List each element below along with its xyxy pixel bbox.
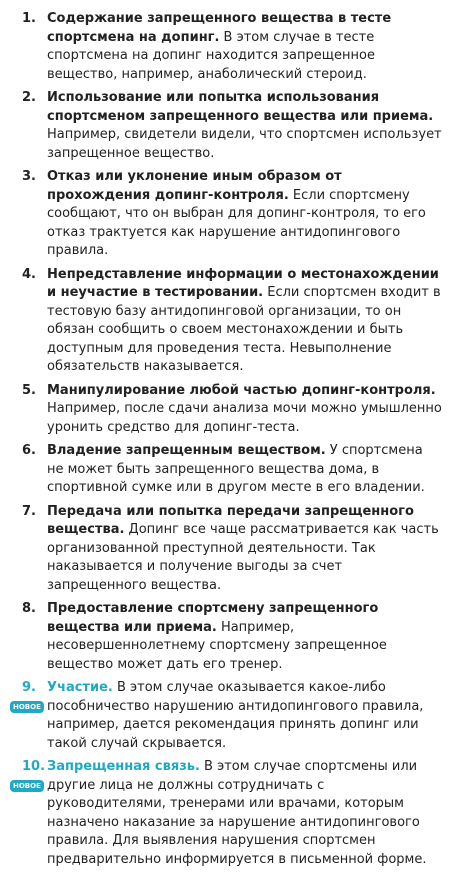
list-item-7 bbox=[0, 503, 452, 596]
item-text bbox=[47, 168, 442, 261]
item-number: 4. bbox=[22, 266, 36, 282]
item-body: У спортсмена не может быть запрещенного вещества дома, в спортивной сумке или в другом месте в его владении. bbox=[47, 443, 425, 495]
new-badge: НОВОЕ bbox=[10, 780, 44, 792]
item-body: В этом случае спортсмены или другие лица не должны сотрудничать с руководителями, тренерами или врачами, которым назначено наказание за нарушение антидопингового правила. Для выявления нарушения спортсмен предварительно информируется в письменной форме. bbox=[47, 759, 427, 867]
item-text bbox=[47, 503, 442, 596]
item-body: Например, несовершеннолетнему спортсмену запрещенное вещество может дать его тренер. bbox=[47, 619, 387, 672]
list-item-10 bbox=[0, 758, 452, 869]
item-title: Предоставление спортсмену запрещенного вещества или приема. bbox=[47, 601, 379, 635]
item-text bbox=[47, 600, 442, 674]
list-item-2 bbox=[0, 89, 452, 163]
item-number: 10. bbox=[22, 759, 46, 774]
item-title: Непредставление информации о местонахождении и неучастие в тестировании. bbox=[47, 266, 439, 300]
item-title: Владение запрещенным веществом. bbox=[47, 443, 326, 458]
item-title: Передача или попытка передачи запрещенного вещества. bbox=[47, 503, 414, 537]
item-title: Манипулирование любой частью допинг-контроля. bbox=[47, 382, 436, 398]
list-item-3 bbox=[0, 168, 452, 261]
item-body: В этом случае оказывается какое-либо пособничество нарушению антидопингового правила, например, дается рекомендация принять допинг или такой случай скрывается. bbox=[47, 680, 424, 751]
rules-list bbox=[0, 10, 452, 874]
item-title: Запрещенная связь. bbox=[47, 759, 200, 774]
item-title: Участие. bbox=[47, 680, 113, 695]
item-title: Содержание запрещенного вещества в тесте спортсмена на допинг. bbox=[47, 11, 392, 45]
item-text bbox=[47, 382, 442, 438]
item-body: В этом случае в тесте спортсмена на допинг находится запрещенное вещество, например, анаболический стероид. bbox=[47, 29, 375, 82]
item-number: 3. bbox=[22, 169, 36, 184]
list-item-4 bbox=[0, 266, 452, 377]
item-text bbox=[47, 679, 442, 753]
item-text bbox=[47, 10, 442, 84]
item-body: Например, свидетели видели, что спортсмен использует запрещенное вещество. bbox=[47, 127, 442, 161]
new-badge: НОВОЕ bbox=[10, 701, 44, 713]
item-number: 5. bbox=[22, 382, 36, 398]
list-item-8 bbox=[0, 600, 452, 674]
list-item-9 bbox=[0, 679, 452, 753]
item-body: Допинг все чаще рассматривается как часть организованной преступной деятельности. Так наказывается и получение выгоды за счет запрещенного вещества. bbox=[47, 522, 439, 593]
item-number: 9. bbox=[22, 680, 36, 695]
item-body: Если спортсмену сообщают, что он выбран для допинг-контроля, то его отказ трактуется как нарушение антидопингового правила. bbox=[47, 187, 426, 258]
item-body: Если спортсмен входит в тестовую базу антидопинговой организации, то он обязан сообщить о своем местонахождении и быть доступным для проведения теста. Невыполнение обязательств наказывается. bbox=[47, 285, 441, 374]
list-item-6 bbox=[0, 442, 452, 498]
item-number: 6. bbox=[22, 443, 36, 458]
item-number: 7. bbox=[22, 503, 36, 519]
list-item-1 bbox=[0, 10, 452, 84]
item-number: 8. bbox=[22, 601, 36, 616]
item-number: 2. bbox=[22, 90, 36, 105]
list-item-5 bbox=[0, 382, 452, 438]
item-title: Использование или попытка использования спортсменом запрещенного вещества или приема. bbox=[47, 90, 434, 124]
item-text bbox=[47, 758, 442, 869]
item-text bbox=[47, 442, 442, 498]
item-number: 1. bbox=[22, 11, 36, 26]
item-title: Отказ или уклонение иным образом от прохождения допинг-контроля. bbox=[47, 169, 342, 203]
item-text bbox=[47, 89, 442, 163]
item-text bbox=[47, 266, 442, 377]
item-body: Например, после сдачи анализа мочи можно умышленно уронить средство для допинг-теста. bbox=[47, 401, 442, 435]
